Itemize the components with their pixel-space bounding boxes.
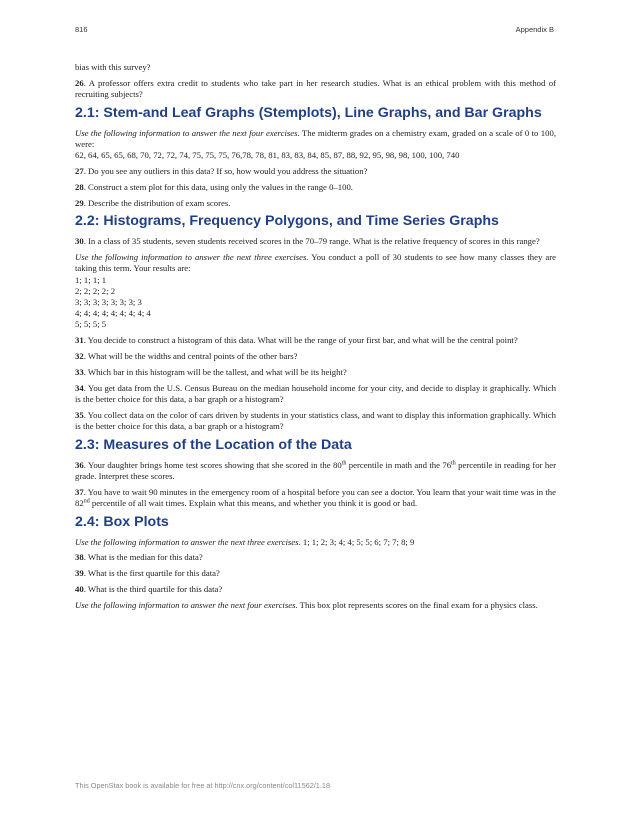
exercise-number: 32	[75, 351, 84, 361]
exercise-32	[75, 351, 556, 362]
exercise-37	[75, 487, 556, 509]
exercise-intro	[75, 252, 556, 274]
exercise-intro	[75, 600, 556, 611]
intro-italic: Use the following information to answer the next three exercises.	[75, 536, 301, 547]
exercise-34	[75, 383, 556, 405]
exercise-text: percentile in reading for her grade. Interpret these scores.	[75, 459, 557, 481]
exercise-27	[75, 166, 556, 177]
exercise-30	[75, 236, 556, 247]
running-header: Appendix B	[515, 25, 554, 34]
exercise-28	[75, 182, 556, 193]
exercise-number: 38	[75, 552, 84, 563]
exercise-text: percentile of all wait times. Explain what this means, and whether you think it is good or bad.	[89, 497, 418, 508]
result-line: 4; 4; 4; 4; 4; 4; 4; 4; 4	[75, 308, 151, 319]
intro-text: 1; 1; 2; 3; 4; 4; 5; 5; 6; 7; 7; 8; 9	[300, 536, 415, 547]
result-line: 5; 5; 5; 5	[75, 319, 107, 330]
intro-text: This box plot represents scores on the final exam for a physics class.	[297, 599, 538, 610]
exercise-text: . Do you see any outliers in this data? If so, how would you address the situation?	[83, 166, 368, 176]
result-line: 2; 2; 2; 2; 2	[75, 285, 116, 296]
exercise-text: . Describe the distribution of exam scores.	[83, 197, 231, 208]
exercise-text: . You have to wait 90 minutes in the emergency room of a hospital before you can see a doctor. You learn that your wait time was in the 82	[75, 486, 556, 508]
exercise-text: . What is the third quartile for this data?	[83, 583, 223, 594]
exercise-text: . You collect data on the color of cars driven by students in your statistics class, and want to display this information graphically. Which is the better choice for this data, a bar graph or a histogram?	[75, 409, 556, 431]
exercise-31	[75, 335, 556, 346]
exercise-number: 30	[75, 236, 84, 247]
exercise-intro	[75, 128, 556, 150]
exercise-33	[75, 367, 556, 378]
intro-italic: Use the following information to answer the next four exercises.	[75, 599, 298, 610]
exercise-text: . What will be the widths and central points of the other bars?	[83, 351, 298, 361]
footer-note: This OpenStax book is available for free at http://cnx.org/content/col11562/1.18	[75, 781, 331, 790]
section-heading-2-2: 2.2: Histograms, Frequency Polygons, and Time Series Graphs	[75, 213, 499, 230]
intro-text: The midterm grades on a chemistry exam, graded on a scale of 0 to 100, were:	[75, 127, 557, 149]
exercise-26	[75, 78, 556, 100]
page-content	[75, 62, 556, 616]
exercise-number: 40	[75, 583, 84, 594]
result-line: 3; 3; 3; 3; 3; 3; 3; 3	[75, 297, 142, 307]
exercise-text: . Your daughter brings home test scores showing that she scored in the 80	[83, 459, 342, 470]
exercise-intro	[75, 537, 556, 548]
exercise-29	[75, 198, 556, 209]
grade-data: 62, 64, 65, 65, 68, 70, 72, 72, 74, 75, 75, 75, 76,78, 78, 81, 83, 83, 84, 85, 87, 88, 92, 95, 98, 98, 100, 100, 740	[75, 150, 460, 161]
exercise-38	[75, 552, 556, 563]
intro-italic: Use the following information to answer the next four exercises.	[75, 127, 300, 138]
continued-text: bias with this survey?	[75, 62, 151, 72]
section-heading-2-1: 2.1: Stem-and Leaf Graphs (Stemplots), Line Graphs, and Bar Graphs	[75, 104, 542, 121]
exercise-40	[75, 584, 556, 595]
exercise-text: . Which bar in this histogram will be the tallest, and what will be its height?	[83, 366, 347, 377]
exercise-text: . In a class of 35 students, seven students received scores in the 70–79 range. What is the relative frequency of scores in this range?	[83, 236, 540, 247]
exercise-number: 37	[75, 486, 84, 497]
exercise-text: . What is the first quartile for this data?	[83, 568, 220, 579]
ordinal-suffix: nd	[83, 498, 90, 505]
intro-text: You conduct a poll of 30 students to see how many classes they are taking this term. Your results are:	[75, 252, 556, 274]
exercise-text: percentile in math and the 76	[346, 459, 452, 470]
exercise-text: . What is the median for this data?	[83, 552, 203, 563]
exercise-text: . A professor offers extra credit to students who take part in her research studies. What is an ethical problem with this method of recruiting subjects?	[75, 77, 556, 99]
exercise-text: . You decide to construct a histogram of this data. What will be the range of your first bar, and what will be the central point?	[83, 335, 518, 346]
exercise-number: 35	[75, 409, 84, 420]
exercise-36	[75, 460, 556, 482]
exercise-number: 34	[75, 382, 84, 393]
intro-italic: Use the following information to answer the next three exercises.	[75, 252, 309, 263]
exercise-number: 28	[75, 181, 84, 192]
exercise-number: 29	[75, 197, 84, 208]
exercise-number: 31	[75, 335, 84, 346]
exercise-number: 26	[75, 77, 84, 88]
exercise-number: 39	[75, 568, 84, 579]
exercise-number: 36	[75, 459, 84, 470]
exercise-text: . Construct a stem plot for this data, using only the values in the range 0–100.	[83, 181, 353, 192]
result-line: 1; 1; 1; 1	[75, 274, 107, 285]
section-heading-2-3: 2.3: Measures of the Location of the Data	[75, 436, 352, 453]
exercise-number: 27	[75, 166, 84, 176]
exercise-39	[75, 568, 556, 579]
exercise-text: . You get data from the U.S. Census Bureau on the median household income for your city, and decide to display it graphically. Which is the better choice for this data, a bar graph or a histogram?	[75, 382, 556, 404]
ordinal-suffix: th	[451, 460, 456, 467]
section-heading-2-4: 2.4: Box Plots	[75, 513, 169, 530]
page-number: 816	[75, 25, 88, 34]
exercise-number: 33	[75, 366, 84, 377]
ordinal-suffix: th	[341, 460, 347, 467]
exercise-35	[75, 410, 556, 432]
